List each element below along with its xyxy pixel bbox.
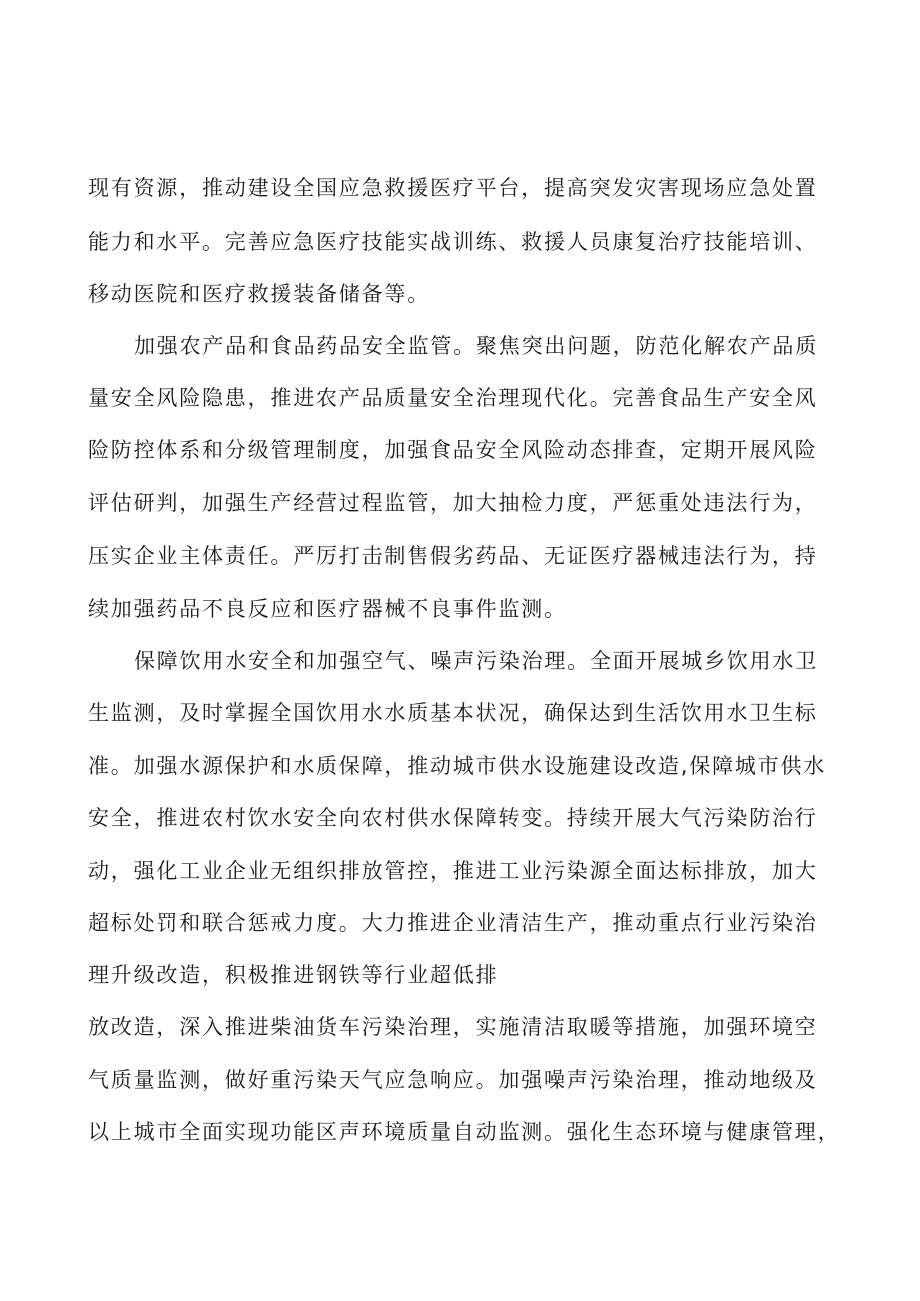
text-line: 理升级改造，积极推进钢铁等行业超低排 [88,963,499,987]
paragraph-first-line: 保障饮用水安全和加强空气、噪声污染治理。全面开展城乡饮用水卫 [134,649,818,673]
text-line: 压实企业主体责任。严厉打击制售假劣药品、无证医疗器械违法行为，持 [88,544,818,568]
text-line: 动，强化工业企业无组织排放管控，推进工业污染源全面达标排放，加大 [88,859,818,883]
paragraph-first-line: 加强农产品和食品药品安全监管。聚焦突出问题，防范化解农产品质 [134,334,818,358]
text-line: 准。加强水源保护和水质保障，推动城市供水设施建设改造,保障城市供水 [88,754,827,778]
text-line: 移动医院和医疗救援装备储备等。 [88,282,430,306]
text-line: 生监测，及时掌握全国饮用水水质基本状况，确保达到生活饮用水卫生标 [88,701,818,725]
text-line: 能力和水平。完善应急医疗技能实战训练、救援人员康复治疗技能培训、 [88,230,818,254]
text-line: 安全，推进农村饮水安全向农村供水保障转变。持续开展大气污染防治行 [88,806,818,830]
text-line: 险防控体系和分级管理制度，加强食品安全风险动态排查，定期开展风险 [88,438,818,462]
text-line: 气质量监测，做好重污染天气应急响应。加强噪声污染治理，推动地级及 [88,1068,818,1092]
text-line: 现有资源，推动建设全国应急救援医疗平台，提高突发灾害现场应急处置 [88,176,818,200]
text-line: 超标处罚和联合惩戒力度。大力推进企业清洁生产，推动重点行业污染治 [88,911,818,935]
text-line: 续加强药品不良反应和医疗器械不良事件监测。 [88,597,567,621]
text-line: 量安全风险隐患，推进农产品质量安全治理现代化。完善食品生产安全风 [88,386,818,410]
text-line: 放改造，深入推进柴油货车污染治理，实施清洁取暖等措施，加强环境空 [88,1015,818,1039]
text-line: 评估研判，加强生产经营过程监管，加大抽检力度，严惩重处违法行为， [88,491,818,515]
text-line: 以上城市全面实现功能区声环境质量自动监测。强化生态环境与健康管理， [88,1120,841,1144]
